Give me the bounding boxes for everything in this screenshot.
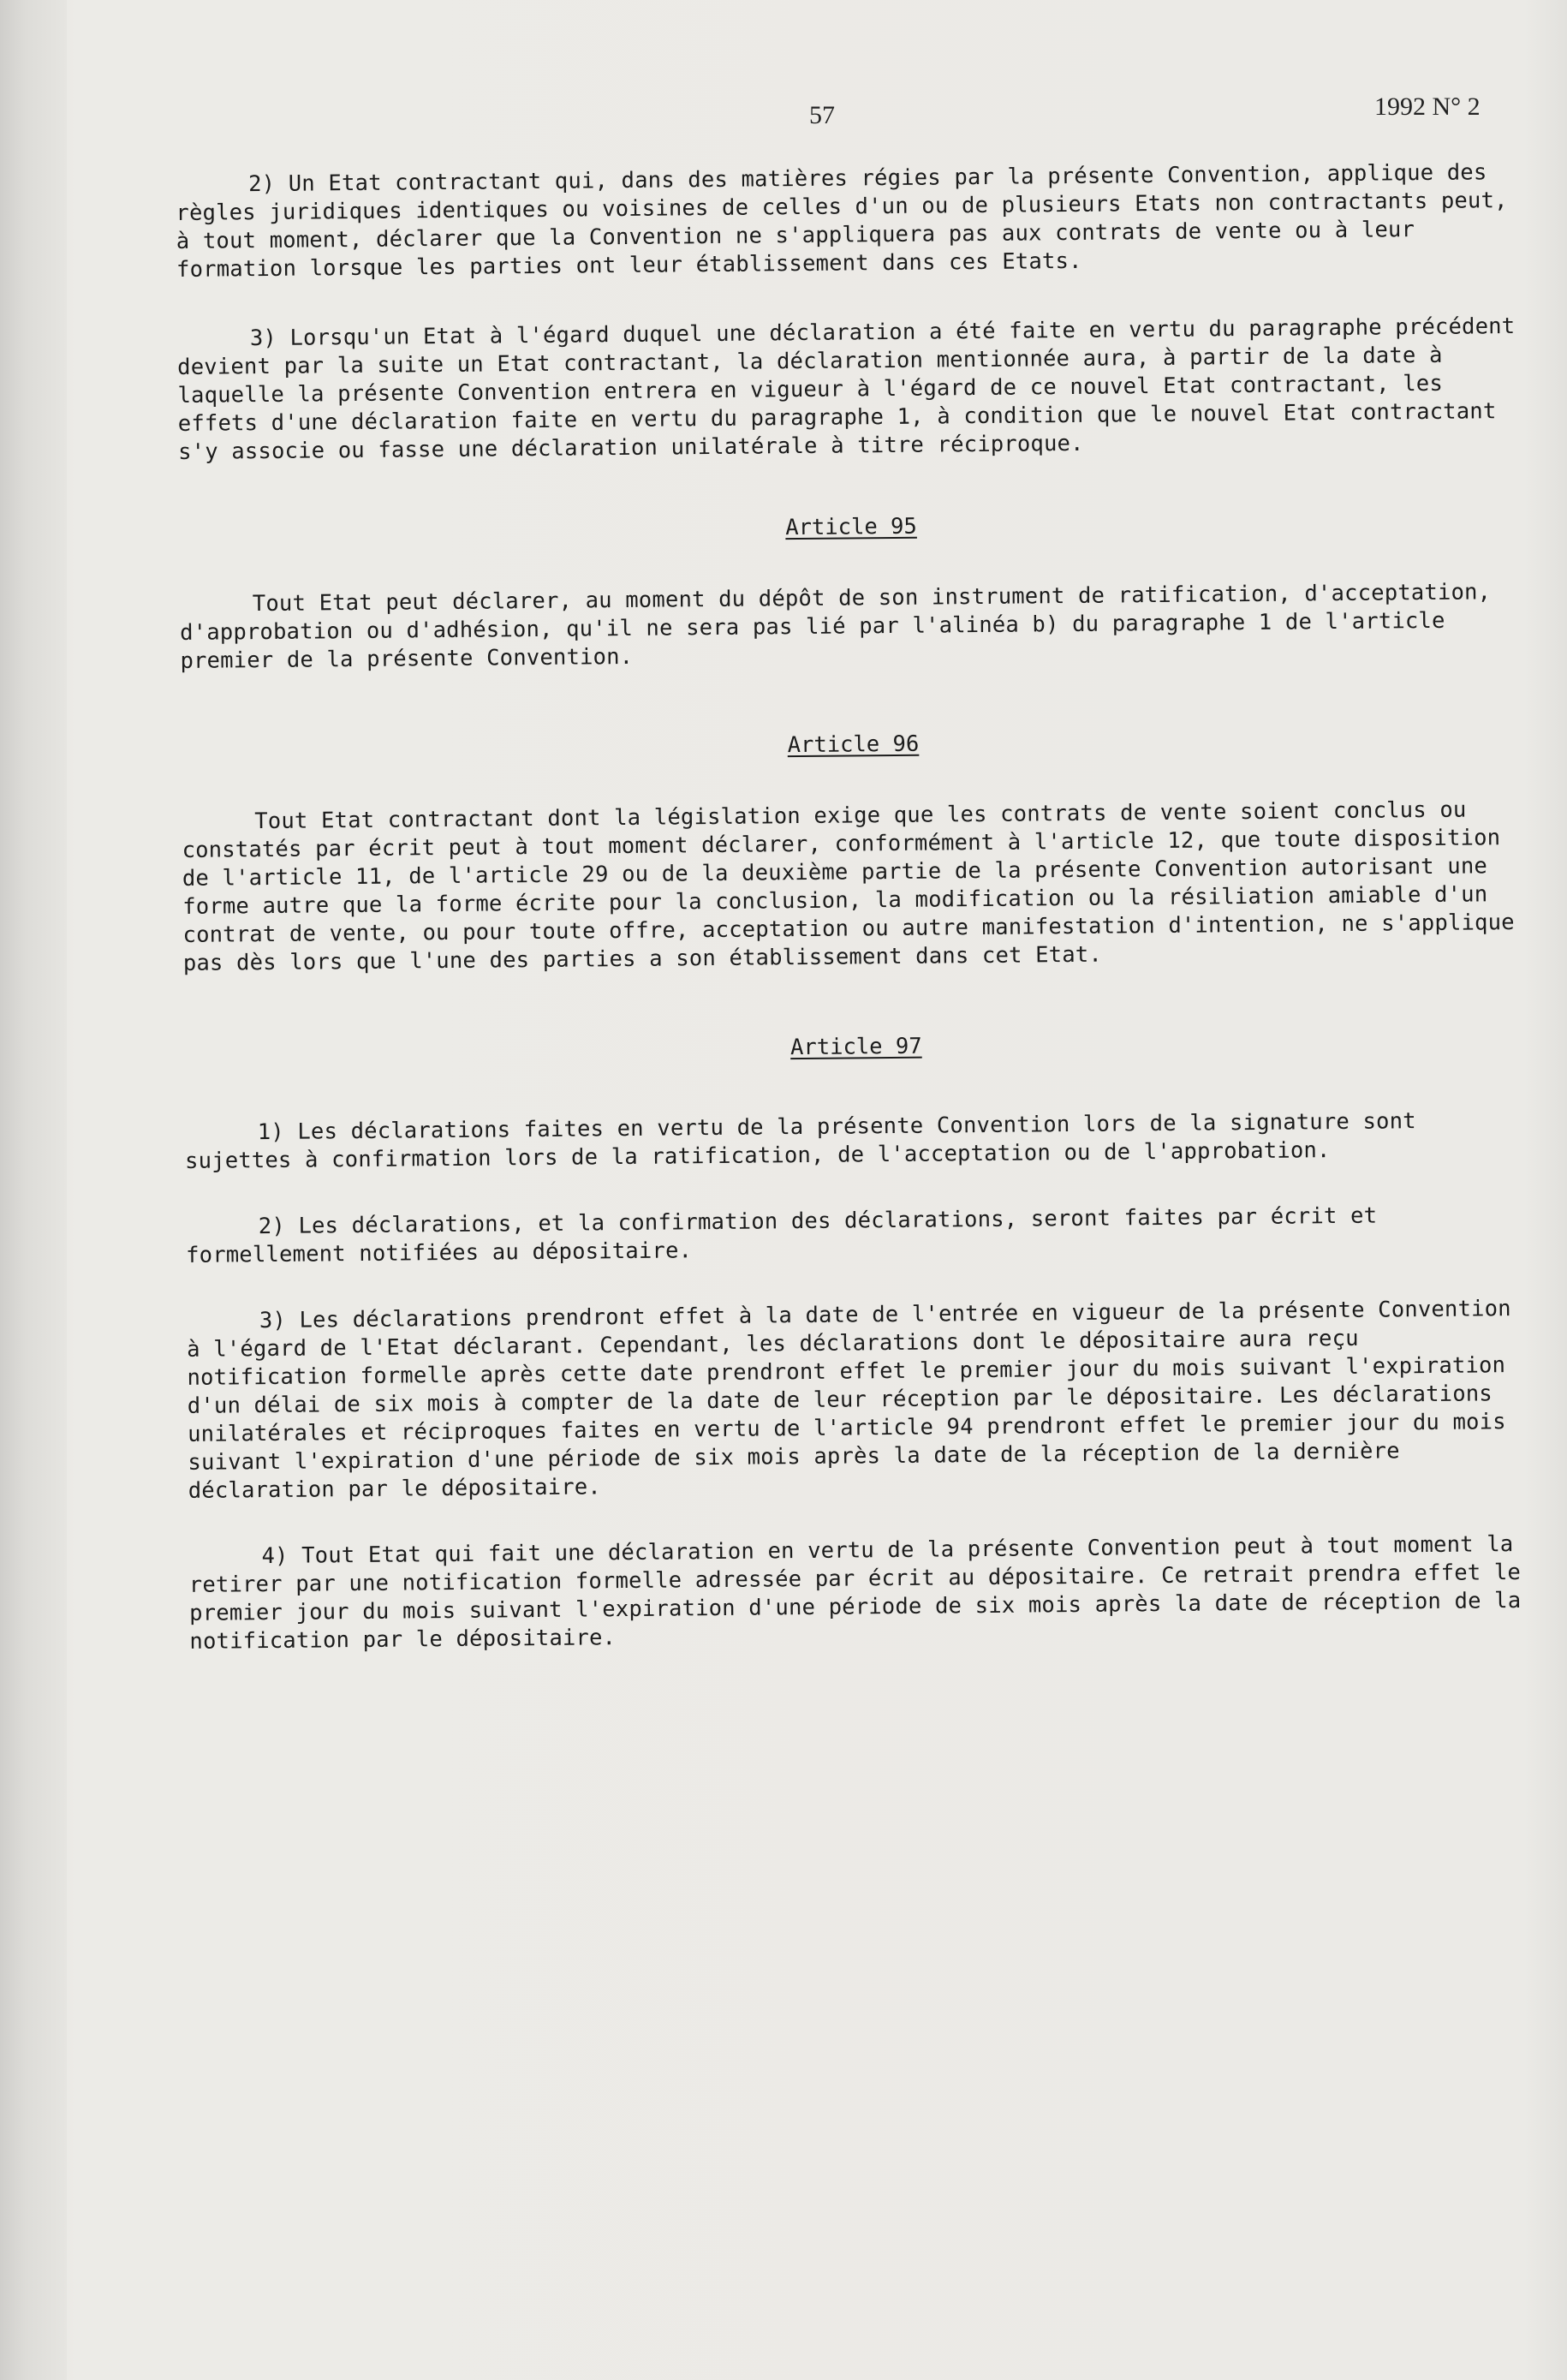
issue-reference: 1992 N° 2 (1374, 92, 1481, 121)
paragraph-3: 3) Lorsqu'un Etat à l'égard duquel une déclaration a été faite en vertu du paragraphe précédent devient par la suite un Etat contractant, la déclaration mentionnée aura, à partir de la date à laquelle la présente Convention entrera en vigueur à l'égard de ce nouvel Etat contractant, les effets d'une déclaration faite en vertu du paragraphe 1, à condition que le nouvel Etat contractant s'y associe ou fasse une déclaration unilatérale à titre réciproque. (177, 313, 1516, 465)
article-95-text: Tout Etat peut déclarer, au moment du dépôt de son instrument de ratification, d'acceptation, d'approbation ou d'adhésion, qu'il ne sera pas lié par l'alinéa b) du paragraphe 1 de l'article premier de la présente Convention. (180, 579, 1492, 674)
article-95-heading: Article 95 (785, 513, 917, 541)
paragraph-2: 2) Un Etat contractant qui, dans des matières régies par la présente Convention, applique des règles juridiques identiques ou voisines de celles d'un ou de plusieurs Etats non contractants peut, à tout moment, déclarer que la Convention ne s'appliquera pas aux contrats de vente ou à leur formation lorsque les parties ont leur établissement dans ces Etats. (176, 159, 1508, 283)
article-96-text: Tout Etat contractant dont la législation exige que les contrats de vente soient conclus ou constatés par écrit peut à tout moment déclarer, conformément à l'article 12, que toute disposition de l'article 11, de l'article 29 ou de la deuxième partie de la présente Convention autorisant une forme autre que la forme écrite pour la conclusion, la modification ou la résiliation amiable d'un contrat de vente, ou pour toute offre, acceptation ou autre manifestation d'intention, ne s'applique pas dès lors que l'une des parties a son établissement dans cet Etat. (182, 796, 1515, 976)
article-97-paragraph-1: 1) Les déclarations faites en vertu de la présente Convention lors de la signature sont sujettes à confirmation lors de la ratification, de l'acceptation ou de l'approbation. (184, 1108, 1416, 1174)
article-97-paragraph-3: 3) Les déclarations prendront effet à la date de l'entrée en vigueur de la présente Convention à l'égard de l'Etat déclarant. Cependant, les déclarations dont le dépositaire aura reçu notification formelle après cette date prendront effet le premier jour du mois suivant l'expiration d'un délai de six mois à compter de la date de leur réception par le dépositaire. Les déclarations unilatérales et réciproques faites en vertu de l'article 94 prendront effet le premier jour du mois suivant l'expiration d'une période de six mois après la date de la réception de la dernière déclaration par le dépositaire. (187, 1296, 1511, 1504)
article-97-heading: Article 97 (789, 1033, 922, 1061)
article-96-heading: Article 96 (787, 731, 920, 759)
page-number: 57 (809, 101, 835, 129)
page-binding-edge (0, 0, 67, 2380)
article-97-paragraph-2: 2) Les déclarations, et la confirmation des déclarations, seront faites par écrit et formellement notifiées au dépositaire. (186, 1202, 1378, 1268)
document-body (176, 158, 1534, 1656)
article-97-paragraph-4: 4) Tout Etat qui fait une déclaration en vertu de la présente Convention peut à tout moment la retirer par une notification formelle adressée par écrit au dépositaire. Ce retrait prendra effet le premier jour du mois suivant l'expiration d'une période de six mois après la date de réception de la notification par le dépositaire. (188, 1531, 1522, 1655)
